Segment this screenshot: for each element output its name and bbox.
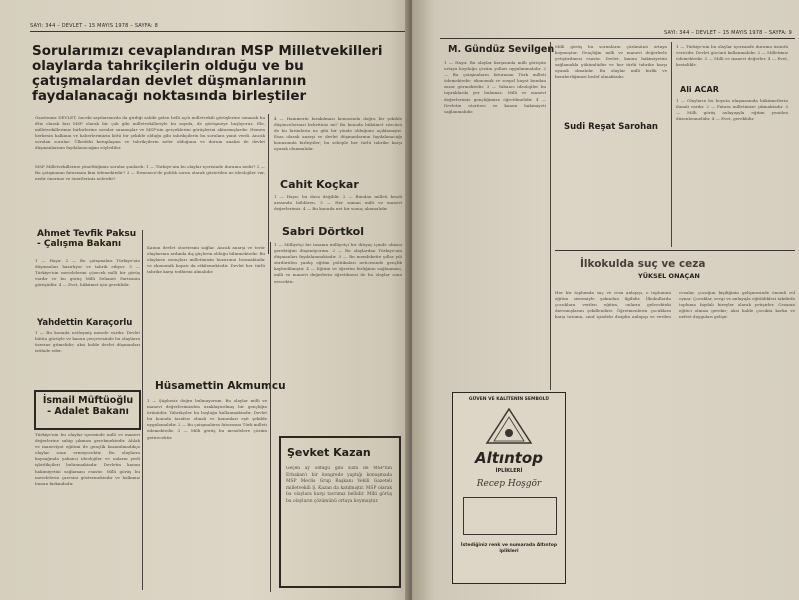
text-cahit: 1 — Hayır, bu dava değildir. 2 — Bundan milleti kendi arasında böldüren. 3 — Her zaman milli ve manevi değerlerimiz. 4 — Bu konuda net bir sonuç alınmalıdır. bbox=[274, 194, 402, 212]
column-title: İlkokulda suç ve ceza bbox=[580, 258, 706, 270]
questions-text: MSP Milletvekillerine yönelttiğimiz sorular şunlardı: 1 — Türkiye'nin bu olaylar içerisinde durumu nedir? 2 — Bu çatışmanın faturasını kim ödemektedir? 3 — Ermenice'de politik sorun olarak gösterilen ne ideolojiler var, nedir öneriniz ve önerileriniz nelerdir? bbox=[35, 164, 265, 182]
text-husamettin: 1 — Şüphesiz doğru bulmuyorum. Bu olaylar milli ve manevi değerlerimizden uzaklaştırılmış bir gençliğin ürünüdür. Tahrikçiler bu boşluğu kullanmaktadır. Devlet bu konuda tarafsız olmalı ve kanunları eşit şekilde uygulamalıdır. 2 — Bu çatışmaların faturasını Türk milleti ödemektedir. 3 — Milli görüş bu meselelere çözüm getirecektir. bbox=[147, 398, 267, 440]
main-headline: Sorularımızı cevaplandıran MSP Milletvekilleri olaylarda tahrikçilerin olduğu ve bu çatışmalardan devlet düşmanlarının faydalanacağı noktasında birleştiler bbox=[32, 43, 383, 105]
byline-ahmet: Ahmet Tevfik Paksu - Çalışma Bakanı bbox=[37, 229, 137, 249]
sevket-box bbox=[279, 436, 401, 588]
col-divider-2 bbox=[142, 230, 143, 590]
ad-sub: İPLİKLERİ bbox=[495, 468, 523, 474]
right-folio: SAYI: 344 – DEVLET – 15 MAYIS 1978 – SAYFA: 9 bbox=[664, 30, 792, 36]
altintop-ad bbox=[452, 392, 566, 584]
text-ismail: Türkiye'nin bu olaylar içerisinde milli ve manevi değerlerine sahip çıkması gerekmektedir. Ahlak ve maneviyat eğitimi ile gençlik kazanılmadıkça olaylar sona ermeyecektir. Bu olayların kaynağında yabancı ideolojiler ve onların yerli işbirlikçileri bulunmaktadır. Devletin kanun hakimiyetini sağlaması esastır. Milli görüş bu meselelerin çaresini göstermektedir ve halkımız bunun farkındadır. bbox=[35, 432, 140, 486]
text-yahdettin: 1 — Bu konuda netleşmiş mesele vardır. Devlet bütün gücüyle ve kanun çerçevesinde bu olayların üzerine gitmelidir; aksi halde devlet düşmanları istifade eder. bbox=[35, 330, 140, 354]
text-sabri: 1 — Milliyetçi bir insanın milliyetçi bir ihtiyaç içinde olması gerektiğini düşünüyorum. 2 — Bu olaylardan Türkiye'nin düşmanları faydalanmaktadır. 3 — Bu memlekette yıllar yılı sürdürülen yanlış eğitim politikaları neticesinde gençlik kaybedilmiştir. 4 — Eğitim ve öğretim birliğinin sağlanması, milli ve manevi değerlerin öğretilmesi ile bu olaylar sona erecektir. bbox=[274, 242, 402, 284]
intro-text: Gazetemiz DEVLET, önceki sayılarımızda da girdiği sahibi gelen belli açılı milletvekili görüşlerine sunarak bu iftiz olarak bizi MSP olarak bir çok gibi milletvekilleriyle bu sayıda, de görüşmeye başlıyoruz. Ele, milletvekillerimiz birbirlerine sorular sunmuşlar ve MSP'nin gerçeklerini görüşlerini aktarmışlardır. Hemen herkesin halkının ve haberlerimizin kötü bir şekilde olduğu gibi tahrikçilerin bu sorulara yanıt verdi. Ancak sorulan sorular: Ülkedeki kutuplaşma ve tahrikçilerin neler olduğunu ve durum analizi ile devlet düşmanlarının faydalanacağını söylediler. bbox=[35, 115, 265, 151]
col-divider-1 bbox=[268, 114, 269, 254]
byline-cahit: Cahit Koçkar bbox=[280, 178, 359, 191]
right-page bbox=[412, 0, 799, 600]
byline-ismail: İsmail Müftüoğlu - Adalet Bakanı bbox=[42, 395, 134, 417]
ad-slogan: Recep Hoşgör bbox=[476, 479, 542, 489]
ad-brand: Altıntop bbox=[475, 449, 543, 467]
right-top-rule bbox=[440, 38, 795, 39]
byline-sevket: Şevket Kazan bbox=[287, 446, 371, 459]
column-text: Her bir toplumda suç ve ceza anlayışı, o toplumun eğitim sistemiyle yakından ilgilidir. İlkokullarda çocuklara verilen eğitim, onların gelecekteki davranışlarını şekillendirir. Öğretmenlerin çocuklara karşı tutumu, sınıf içindeki disiplin anlayışı ve verilen cezalar, çocuğun kişiliğinin gelişmesinde önemli rol oynar. Çocuklar, sevgi ve anlayışla eğitildikleri takdirde topluma faydalı bireyler olarak yetişirler. Cezanın eğitici olması gerekir; aksi halde çocukta korku ve nefret duyguları gelişir. bbox=[555, 290, 795, 320]
byline-sudi: Sudi Reşat Sarohan bbox=[564, 122, 658, 132]
col2-top-text: 4 — Hammerin bırakılması konusunda doğru bir şekilde düşüncelerinizi belirttiniz mi? Bu konuda hükümet sözcüsü de bu birimlerin ne gibi bir yönde olduğunu açıklamıştır. Esas olarak anarşi ve devlet düşmanlarının faydalanacağı konusunda birleştiler; bu sebeple her türlü tahrike karşı uyanık olunmalıdır. bbox=[274, 116, 402, 152]
col-divider-3 bbox=[270, 242, 271, 592]
byline-gunduz: M. Gündüz Sevilgen bbox=[448, 44, 555, 55]
text-gunduz: 1 — Hayır. Bu olaylar karşısında milli görüşün ortaya koyduğu çözüm yolları uygulanmalıdır. 2 — Bu çatışmaların faturasını Türk milleti ödemektedir; ekonomik ve sosyal hayat bundan zarar görmektedir. 3 — Yabancı ideolojiler bu topraklarda yer bulamaz. Milli ve manevi değerlerimiz gençliğimize öğretilmelidir. 4 — Devletin otoritesi ve kanun hakimiyeti sağlanmalıdır. bbox=[444, 60, 546, 114]
text-sevket: Geçen ay olduğu gibi sizin de MSP'nin Erbakan'ı bir kongrede yaptığı konuşmada MSP Meclis Grup Başkanı Vekili Gazeteli milletvekili Ş. Kazan da katılmıştır. MSP olarak bu olaylara karşı tavrımız bellidir. Milli görüş bu olayların çözümünü ortaya koymuştur. bbox=[286, 466, 392, 504]
column-top-rule bbox=[555, 250, 795, 251]
text-sudi: 1 — Türkiye'nin bu olaylar içerisinde durumu üzüntü vericidir. Devlet gücünü kullanmalıdır. 2 — Milletimiz ödemektedir. 3 — Milli ve manevi değerler. 4 — Evet, kesinlikle. bbox=[676, 44, 788, 68]
column-author: YÜKSEL ONAÇAN bbox=[638, 272, 700, 280]
byline-yahdettin: Yahdettin Karaçorlu bbox=[37, 318, 133, 328]
text-middle: Kanun devlet otoritesini sağlar. Ancak anarşi ve terör olaylarının ardında dış güçlerin olduğu bilinmektedir. Bu olayların sonuçları milletimizin huzurunu bozmaktadır ve ekonomik hayatı da etkilemektedir. Devlet her türlü tahrike karşı tedbirini almalıdır. bbox=[147, 245, 265, 275]
ad-emblem-icon bbox=[479, 407, 539, 447]
right-col-divider-1 bbox=[550, 42, 551, 390]
left-top-rule bbox=[30, 31, 405, 32]
ad-inner-frame bbox=[463, 497, 557, 535]
right-col-divider-2 bbox=[671, 42, 672, 247]
ad-bottom-text: İstediğiniz renk ve numarada Altıntop iplikleri bbox=[460, 543, 558, 554]
text-ali: 1 — Olayların bu boyuta ulaşmasında hükümetlerin ihmali vardır. 2 — Fatura milletimize çıkmaktadır. 3 — Milli görüş anlayışıyla eğitim yeniden düzenlenmelidir. 4 — Evet, gereklidir. bbox=[676, 98, 788, 122]
byline-husamettin: Hüsamettin Akmumcu bbox=[155, 380, 286, 392]
text-ahmet: 1 — Hayır. 2 — Bu çatışmaları Türkiye'nin düşmanları hazırlıyor ve tahrik ediyor. 3 — Türkiye'nin meselelerini çözecek milli bir görüş vardır ve bu görüş Milli Selamet Partisinin görüşüdür. 4 — Evet, hükümet için gereklidir. bbox=[35, 258, 140, 288]
byline-ali: Ali ACAR bbox=[680, 85, 719, 94]
byline-sabri: Sabri Dörtkol bbox=[282, 225, 364, 238]
ismail-headline-box bbox=[34, 390, 141, 430]
ad-top-text: GÜVEN VE KALİTENİN SEMBOLÜ bbox=[468, 397, 550, 402]
text-col2: Milli görüş bu sorunların çözümünü ortaya koymuştur. Gençliğin milli ve manevi değerlerle yetiştirilmesi esastır. Devlet, kanun hakimiyetini sağlamakla yükümlüdür ve her türlü tahrike karşı uyanık olmalıdır. Bu olaylar milli birlik ve beraberliğimizi hedef almaktadır. bbox=[555, 44, 667, 80]
left-folio: SAYI: 344 – DEVLET – 15 MAYIS 1978 – SAYFA: 8 bbox=[30, 23, 158, 29]
